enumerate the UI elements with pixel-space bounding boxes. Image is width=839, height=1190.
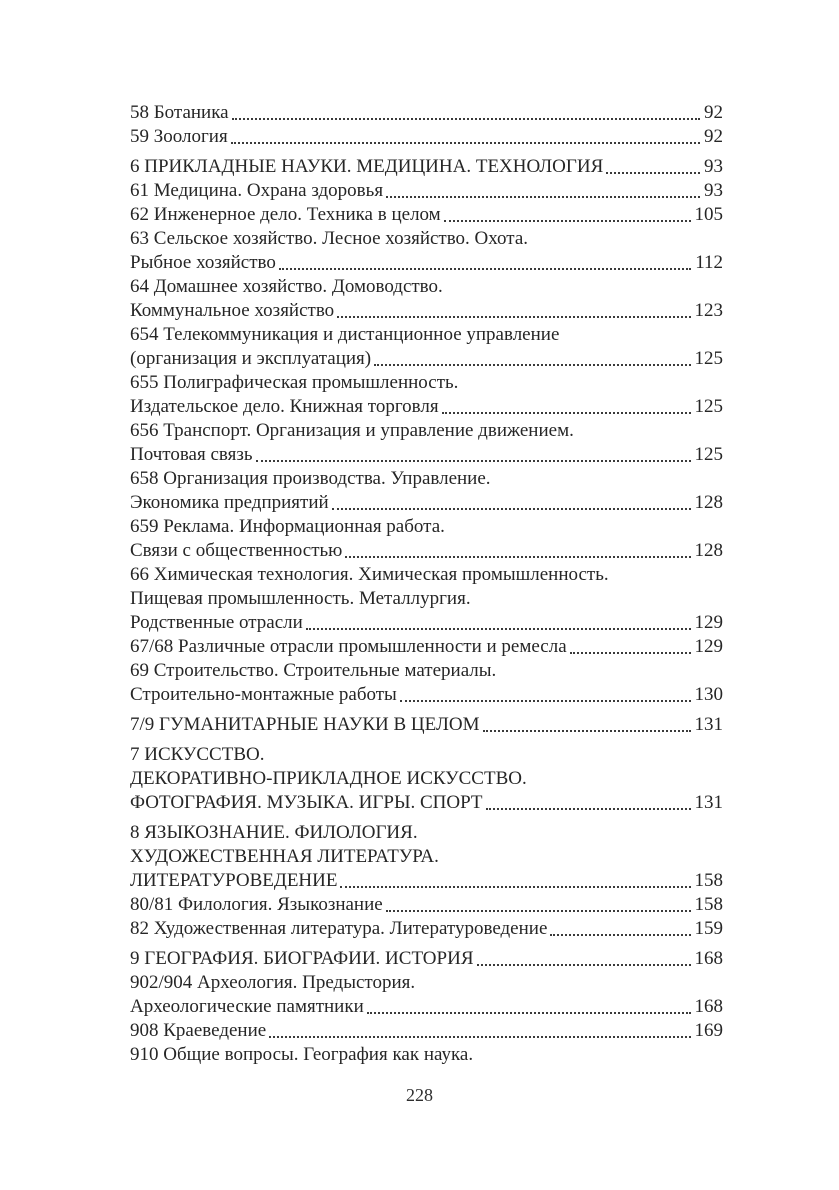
- toc-line-text: Рыбное хозяйство: [130, 252, 276, 273]
- toc-line: [130, 917, 723, 941]
- toc-entry: [130, 659, 723, 707]
- toc-page-ref: 158: [694, 894, 723, 915]
- dot-leader: [400, 700, 691, 702]
- toc-line: 910 Общие вопросы. География как наука.: [130, 1044, 474, 1065]
- toc-line: 69 Строительство. Строительные материалы.: [130, 660, 497, 681]
- toc-page-ref: 93: [704, 156, 723, 177]
- toc-line: [130, 1019, 723, 1043]
- toc-entry: [130, 275, 723, 323]
- toc-line: [130, 491, 723, 515]
- toc-entry: [130, 713, 723, 737]
- dot-leader: [340, 886, 690, 888]
- toc-page-ref: 129: [694, 636, 723, 657]
- table-of-contents: [130, 101, 723, 1067]
- toc-line-text: 908 Краеведение: [130, 1020, 267, 1041]
- toc-entry: [130, 125, 723, 149]
- toc-page-ref: 128: [694, 492, 723, 513]
- toc-line-text: Почтовая связь: [130, 444, 253, 465]
- toc-line-text: ЛИТЕРАТУРОВЕДЕНИЕ: [130, 870, 338, 891]
- toc-line: [130, 101, 723, 125]
- dot-leader: [606, 172, 700, 174]
- toc-line: [130, 203, 723, 227]
- toc-line: [130, 791, 723, 815]
- dot-leader: [386, 910, 691, 912]
- toc-line-text: 59 Зоология: [130, 126, 228, 147]
- toc-page-ref: 169: [694, 1020, 723, 1041]
- toc-line: [130, 947, 723, 971]
- toc-entry: [130, 821, 723, 893]
- toc-page-ref: 93: [704, 180, 723, 201]
- toc-entry: [130, 227, 723, 275]
- toc-line: 63 Сельское хозяйство. Лесное хозяйство. Охота.: [130, 228, 529, 249]
- toc-line: [130, 995, 723, 1019]
- toc-line: ДЕКОРАТИВНО-ПРИКЛАДНОЕ ИСКУССТВО.: [130, 768, 527, 789]
- toc-line-text: ФОТОГРАФИЯ. МУЗЫКА. ИГРЫ. СПОРТ: [130, 792, 483, 813]
- toc-page-ref: 159: [694, 918, 723, 939]
- toc-line-text: 67/68 Различные отрасли промышленности и ремесла: [130, 636, 567, 657]
- dot-leader: [337, 316, 690, 318]
- toc-line-text: Экономика предприятий: [130, 492, 329, 513]
- dot-leader: [570, 652, 691, 654]
- dot-leader: [367, 1012, 691, 1014]
- toc-entry: [130, 101, 723, 125]
- toc-page-ref: 168: [694, 996, 723, 1017]
- toc-line: [130, 611, 723, 635]
- toc-line-text: (организация и эксплуатация): [130, 348, 372, 369]
- toc-page-ref: 131: [694, 714, 723, 735]
- toc-line: [130, 125, 723, 149]
- toc-line: 64 Домашнее хозяйство. Домоводство.: [130, 276, 443, 297]
- dot-leader: [483, 730, 691, 732]
- toc-line: 7 ИСКУССТВО.: [130, 744, 265, 765]
- toc-entry: [130, 323, 723, 371]
- toc-entry: [130, 419, 723, 467]
- toc-page-ref: 92: [704, 102, 723, 123]
- toc-line: [130, 713, 723, 737]
- toc-line-text: 9 ГЕОГРАФИЯ. БИОГРАФИИ. ИСТОРИЯ: [130, 948, 474, 969]
- toc-line-text: Родственные отрасли: [130, 612, 303, 633]
- toc-line-text: 7/9 ГУМАНИТАРНЫЕ НАУКИ В ЦЕЛОМ: [130, 714, 480, 735]
- toc-line: 658 Организация производства. Управление.: [130, 468, 491, 489]
- toc-line: 8 ЯЗЫКОЗНАНИЕ. ФИЛОЛОГИЯ.: [130, 822, 418, 843]
- dot-leader: [279, 268, 691, 270]
- toc-line-text: Связи с общественностью: [130, 540, 343, 561]
- toc-entry: [130, 203, 723, 227]
- dot-leader: [486, 808, 691, 810]
- toc-line: 655 Полиграфическая промышленность.: [130, 372, 459, 393]
- toc-page-ref: 92: [704, 126, 723, 147]
- toc-entry: [130, 917, 723, 941]
- toc-entry: [130, 971, 723, 1019]
- toc-page-ref: 168: [694, 948, 723, 969]
- toc-page-ref: 129: [694, 612, 723, 633]
- toc-entry: [130, 179, 723, 203]
- toc-line-text: 82 Художественная литература. Литературоведение: [130, 918, 548, 939]
- toc-entry: [130, 743, 723, 815]
- toc-line: [130, 395, 723, 419]
- dot-leader: [386, 196, 700, 198]
- dot-leader: [374, 364, 690, 366]
- toc-line: 902/904 Археология. Предыстория.: [130, 972, 416, 993]
- toc-line-text: Строительно-монтажные работы: [130, 684, 397, 705]
- dot-leader: [269, 1036, 690, 1038]
- toc-line: [130, 179, 723, 203]
- toc-line: ХУДОЖЕСТВЕННАЯ ЛИТЕРАТУРА.: [130, 846, 439, 867]
- toc-line: [130, 347, 723, 371]
- dot-leader: [345, 556, 690, 558]
- dot-leader: [232, 118, 700, 120]
- toc-line: Пищевая промышленность. Металлургия.: [130, 588, 471, 609]
- toc-line-text: Коммунальное хозяйство: [130, 300, 335, 321]
- toc-page-ref: 123: [694, 300, 723, 321]
- dot-leader: [332, 508, 691, 510]
- toc-entry: [130, 1043, 723, 1067]
- toc-line: [130, 683, 723, 707]
- toc-line-text: 58 Ботаника: [130, 102, 229, 123]
- dot-leader: [444, 220, 691, 222]
- toc-line: [130, 539, 723, 563]
- toc-page-ref: 125: [694, 348, 723, 369]
- toc-line-text: 62 Инженерное дело. Техника в целом: [130, 204, 441, 225]
- toc-line: 656 Транспорт. Организация и управление движением.: [130, 420, 574, 441]
- toc-line-text: Археологические памятники: [130, 996, 364, 1017]
- dot-leader: [306, 628, 691, 630]
- page-number: 228: [406, 1085, 433, 1105]
- toc-line-text: 61 Медицина. Охрана здоровья: [130, 180, 384, 201]
- toc-entry: [130, 1019, 723, 1043]
- toc-entry: [130, 155, 723, 179]
- dot-leader: [442, 412, 691, 414]
- toc-line: 66 Химическая технология. Химическая промышленность.: [130, 564, 609, 585]
- toc-entry: [130, 947, 723, 971]
- toc-page-ref: 128: [694, 540, 723, 561]
- toc-page-ref: 125: [694, 396, 723, 417]
- toc-page-ref: 131: [694, 792, 723, 813]
- toc-page-ref: 158: [694, 870, 723, 891]
- toc-line: [130, 443, 723, 467]
- toc-entry: [130, 635, 723, 659]
- dot-leader: [256, 460, 691, 462]
- toc-line: [130, 251, 723, 275]
- dot-leader: [550, 934, 690, 936]
- toc-line: [130, 893, 723, 917]
- toc-entry: [130, 371, 723, 419]
- toc-line: [130, 635, 723, 659]
- toc-page-ref: 105: [694, 204, 723, 225]
- toc-entry: [130, 515, 723, 563]
- toc-page-ref: 125: [694, 444, 723, 465]
- toc-line: [130, 869, 723, 893]
- dot-leader: [231, 142, 700, 144]
- toc-entry: [130, 563, 723, 635]
- toc-line: [130, 299, 723, 323]
- toc-line-text: Издательское дело. Книжная торговля: [130, 396, 439, 417]
- toc-entry: [130, 467, 723, 515]
- toc-line: [130, 155, 723, 179]
- toc-line: 659 Реклама. Информационная работа.: [130, 516, 445, 537]
- toc-line-text: 80/81 Филология. Языкознание: [130, 894, 383, 915]
- toc-entry: [130, 893, 723, 917]
- toc-page-ref: 130: [694, 684, 723, 705]
- toc-line: 654 Телекоммуникация и дистанционное управление: [130, 324, 560, 345]
- toc-line-text: 6 ПРИКЛАДНЫЕ НАУКИ. МЕДИЦИНА. ТЕХНОЛОГИЯ: [130, 156, 604, 177]
- toc-page-ref: 112: [695, 252, 723, 273]
- dot-leader: [477, 964, 691, 966]
